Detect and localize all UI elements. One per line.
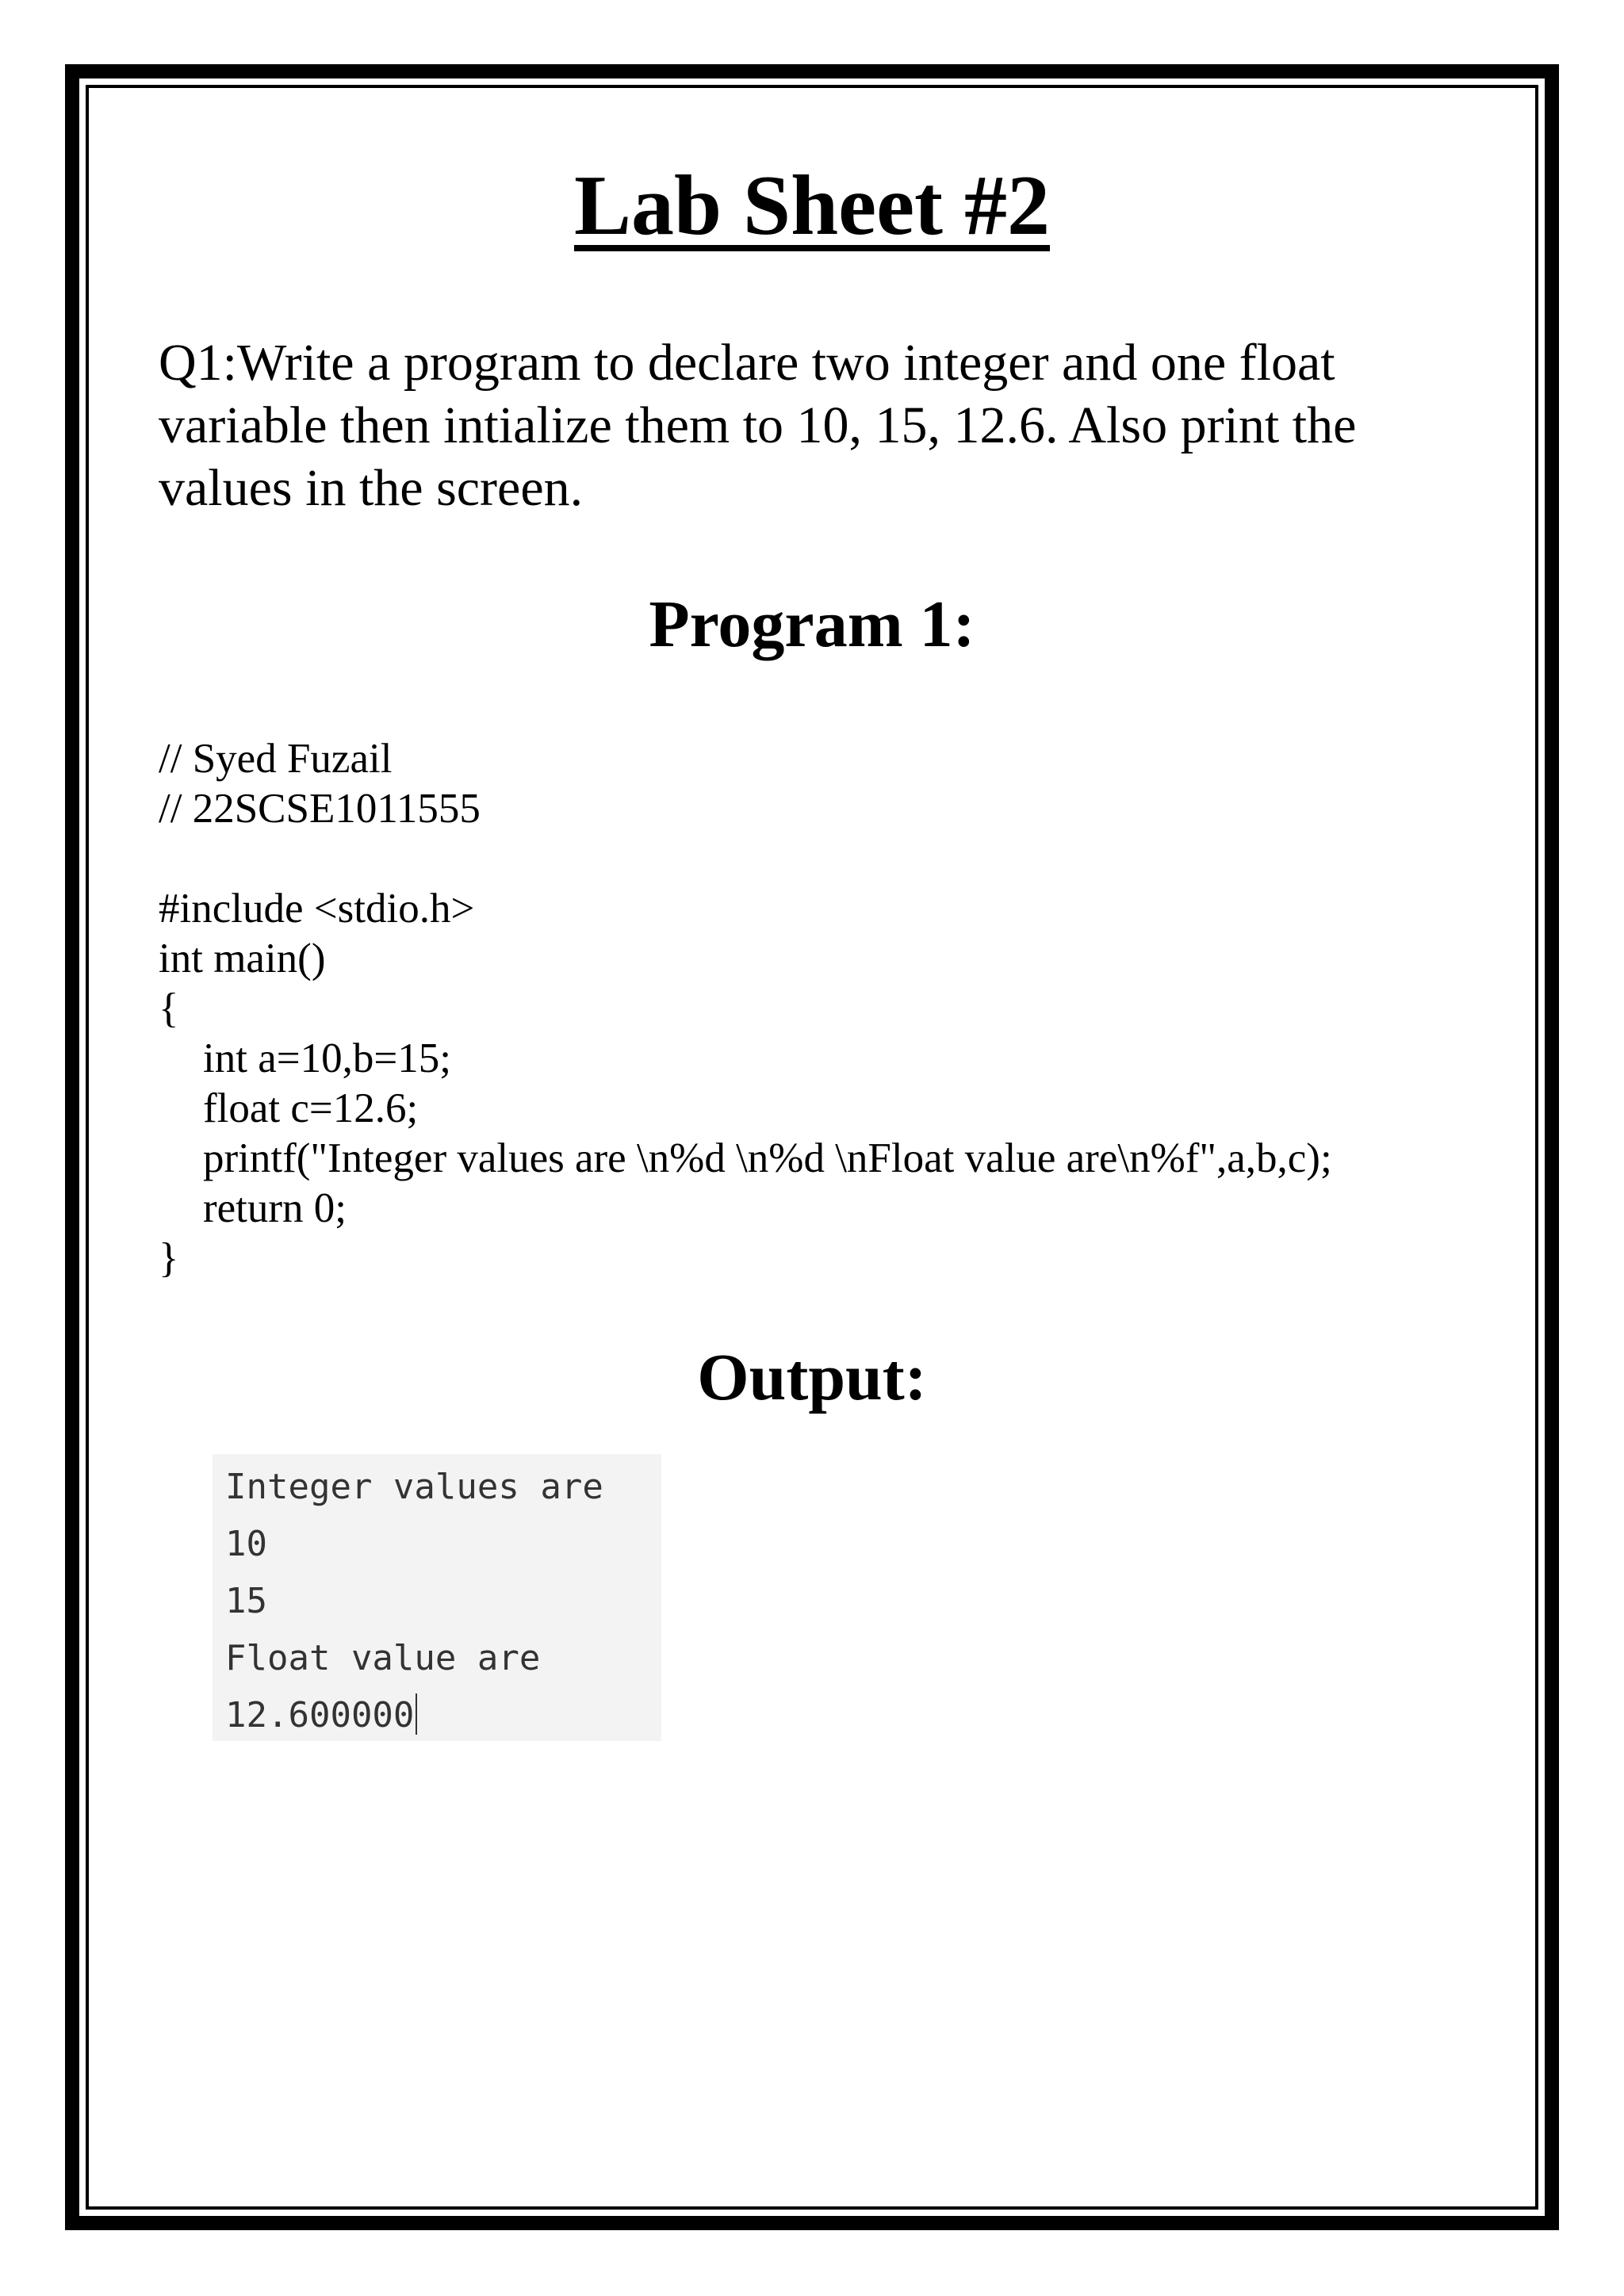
code-line: printf("Integer values are \n%d \n%d \nFloat value are\n%f",a,b,c);	[203, 1135, 1332, 1181]
text-cursor	[416, 1693, 417, 1735]
page-title	[0, 159, 1624, 254]
console-line: 12.600000	[225, 1695, 415, 1735]
code-line: float c=12.6;	[203, 1085, 419, 1131]
question-text	[159, 331, 1459, 519]
code-line: int main()	[159, 936, 326, 982]
code-line: // Syed Fuzail	[159, 736, 393, 782]
page-title-text: Lab Sheet #2	[573, 159, 1051, 253]
code-line: #include <stdio.h>	[159, 886, 475, 932]
program-heading: Program 1:	[649, 587, 975, 661]
question-line: Q1:Write a program to declare two integer and one float	[159, 334, 1335, 392]
console-output	[225, 1459, 603, 1744]
code-line: {	[159, 985, 179, 1031]
code-line: // 22SCSE1011555	[159, 786, 481, 832]
question-line: variable then intialize them to 10, 15, 12.6. Also print the	[159, 396, 1357, 454]
console-line: 15	[225, 1581, 267, 1621]
console-line: 10	[225, 1524, 267, 1564]
code-line: return 0;	[203, 1185, 347, 1231]
code-line: }	[159, 1235, 179, 1281]
console-line: Integer values are	[225, 1467, 603, 1507]
output-heading: Output:	[697, 1341, 927, 1414]
console-line: Float value are	[225, 1638, 541, 1678]
question-line: values in the screen.	[159, 459, 584, 517]
code-block	[159, 734, 1332, 1284]
output-console-screenshot	[213, 1454, 661, 1741]
code-line	[159, 834, 1332, 884]
code-line: int a=10,b=15;	[203, 1035, 451, 1081]
console-last-line	[225, 1687, 603, 1744]
